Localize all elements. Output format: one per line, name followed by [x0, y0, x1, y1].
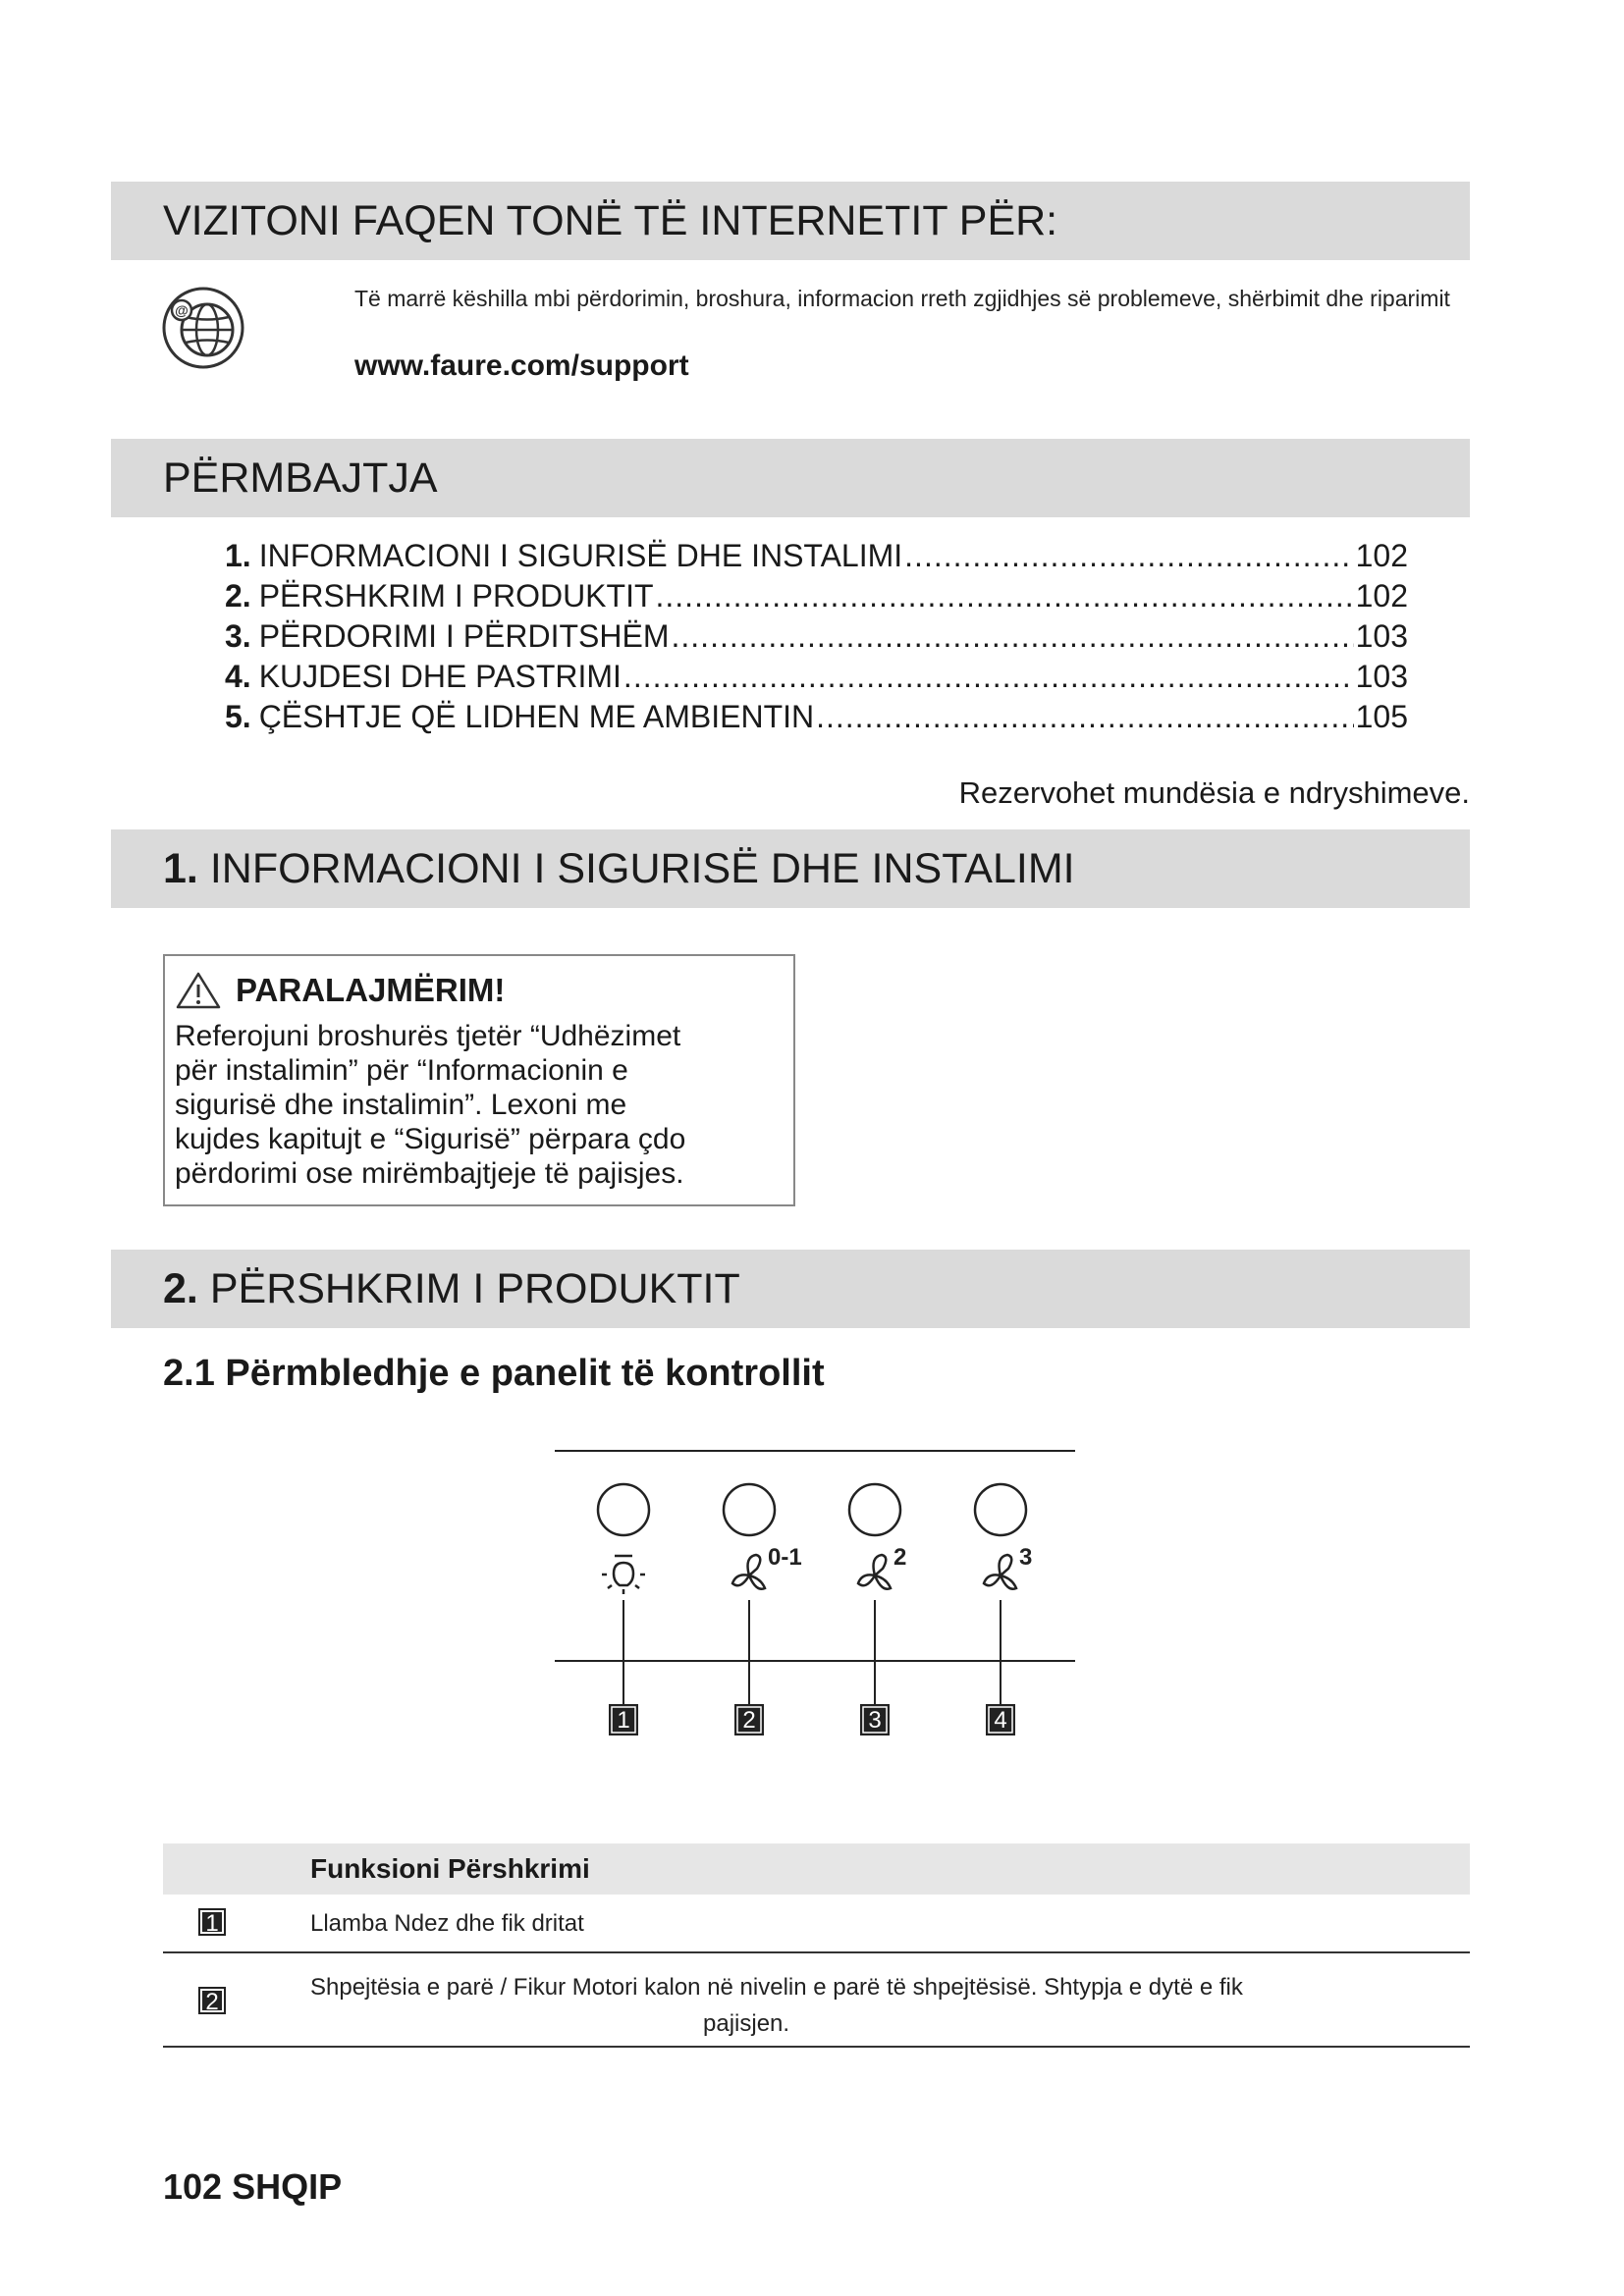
toc-leader-dots [656, 576, 1354, 616]
callout-2 [734, 1704, 764, 1735]
callout-3 [860, 1704, 890, 1735]
fan-icon [858, 1555, 891, 1589]
toc-item-label: KUJDESI DHE PASTRIMI [258, 659, 622, 694]
toc-item[interactable] [225, 536, 1408, 576]
toc-leader-dots [904, 536, 1353, 576]
fan-speed-3-label: 3 [1019, 1544, 1033, 1571]
toc-item-number: 1. [225, 538, 251, 573]
warning-triangle-icon [175, 971, 222, 1010]
section-1-number: 1. [163, 844, 198, 892]
function-table [163, 1843, 1470, 2048]
fan-speed-2-label: 2 [893, 1544, 907, 1571]
section-1-title: INFORMACIONI I SIGURISË DHE INSTALIMI [209, 844, 1075, 892]
warning-line: Referojuni broshurës tjetër “Udhëzimet [175, 1020, 681, 1052]
reserve-note: Rezervohet mundësia e ndryshimeve. [958, 775, 1470, 810]
section-1-header [111, 829, 1470, 908]
toc-leader-dots [672, 616, 1354, 657]
support-link[interactable]: www.faure.com/support [354, 349, 689, 382]
visit-description: Të marrë këshilla mbi përdorimin, broshura, informacion rreth zgjidhjes së problemeve, shërbimit dhe riparimit [354, 286, 1450, 311]
toc-item-number: 5. [225, 699, 251, 734]
toc-item-label: INFORMACIONI I SIGURISË DHE INSTALIMI [258, 538, 903, 573]
svg-text:@: @ [175, 302, 189, 318]
row-description [310, 1969, 1410, 2042]
row-description: Llamba Ndez dhe fik dritat [310, 1910, 584, 1937]
fan-speed-1-label: 0-1 [768, 1544, 802, 1571]
row-description-line: pajisjen. [703, 2010, 790, 2037]
toc-item[interactable] [225, 616, 1408, 657]
toc-item[interactable] [225, 697, 1408, 737]
svg-text:1: 1 [617, 1707, 630, 1734]
toc-item[interactable] [225, 576, 1408, 616]
svg-text:3: 3 [868, 1707, 882, 1734]
toc-heading: PËRMBAJTJA [163, 454, 438, 502]
visit-heading: VIZITONI FAQEN TONË TË INTERNETIT PËR: [163, 196, 1058, 244]
fan-speed-3-button[interactable] [975, 1484, 1026, 1535]
subsection-title: 2.1 Përmbledhje e panelit të kontrollit [163, 1353, 825, 1394]
globe-icon [160, 285, 246, 371]
control-panel-diagram [550, 1441, 1080, 1765]
toc-section-header [111, 439, 1470, 517]
section-2-number: 2. [163, 1264, 198, 1312]
warning-title: PARALAJMËRIM! [236, 972, 506, 1008]
toc-item-number: 3. [225, 618, 251, 654]
lamp-icon [602, 1556, 645, 1594]
table-header: Funksioni Përshkrimi [163, 1843, 1470, 1895]
callout-1 [609, 1704, 638, 1735]
toc-leader-dots [816, 697, 1354, 737]
warning-line: përdorimi ose mirëmbajtjeje të pajisjes. [175, 1157, 684, 1190]
toc-item-page: 105 [1355, 699, 1408, 734]
toc-item-label: PËRDORIMI I PËRDITSHËM [258, 618, 670, 654]
row-number-badge: 1 [198, 1908, 226, 1936]
section-2-title: PËRSHKRIM I PRODUKTIT [209, 1264, 740, 1312]
warning-line: për instalimin” për “Informacionin e [175, 1054, 628, 1087]
toc-leader-dots [623, 657, 1354, 697]
callout-4 [986, 1704, 1015, 1735]
fan-speed-2-button[interactable] [849, 1484, 900, 1535]
warning-line: sigurisë dhe instalimin”. Lexoni me [175, 1089, 627, 1121]
toc-item-number: 4. [225, 659, 251, 694]
row-description-line: Shpejtësia e parë / Fikur Motori kalon në nivelin e parë të shpejtësisë. Shtypja e dytë e fik [310, 1974, 1243, 2001]
section-2-header [111, 1250, 1470, 1328]
toc-item-label: PËRSHKRIM I PRODUKTIT [258, 578, 654, 614]
warning-text [175, 1019, 784, 1191]
warning-line: kujdes kapitujt e “Sigurisë” përpara çdo [175, 1123, 686, 1155]
page-footer: 102 SHQIP [163, 2166, 343, 2207]
table-row [163, 1895, 1470, 1953]
fan-icon [732, 1555, 765, 1589]
row-number-badge: 2 [198, 1987, 226, 2014]
toc-item-page: 102 [1355, 578, 1408, 614]
toc-item-page: 103 [1355, 659, 1408, 694]
warning-box [163, 954, 795, 1206]
lamp-button[interactable] [598, 1484, 649, 1535]
table-of-contents [225, 536, 1408, 737]
toc-item-number: 2. [225, 578, 251, 614]
table-row [163, 1953, 1470, 2048]
toc-item-page: 103 [1355, 618, 1408, 654]
visit-section-header [111, 182, 1470, 260]
fan-speed-1-button[interactable] [724, 1484, 775, 1535]
svg-text:4: 4 [994, 1707, 1007, 1734]
svg-text:2: 2 [742, 1707, 756, 1734]
toc-item-page: 102 [1355, 538, 1408, 573]
toc-item-label: ÇËSHTJE QË LIDHEN ME AMBIENTIN [258, 699, 815, 734]
toc-item[interactable] [225, 657, 1408, 697]
fan-icon [984, 1555, 1016, 1589]
